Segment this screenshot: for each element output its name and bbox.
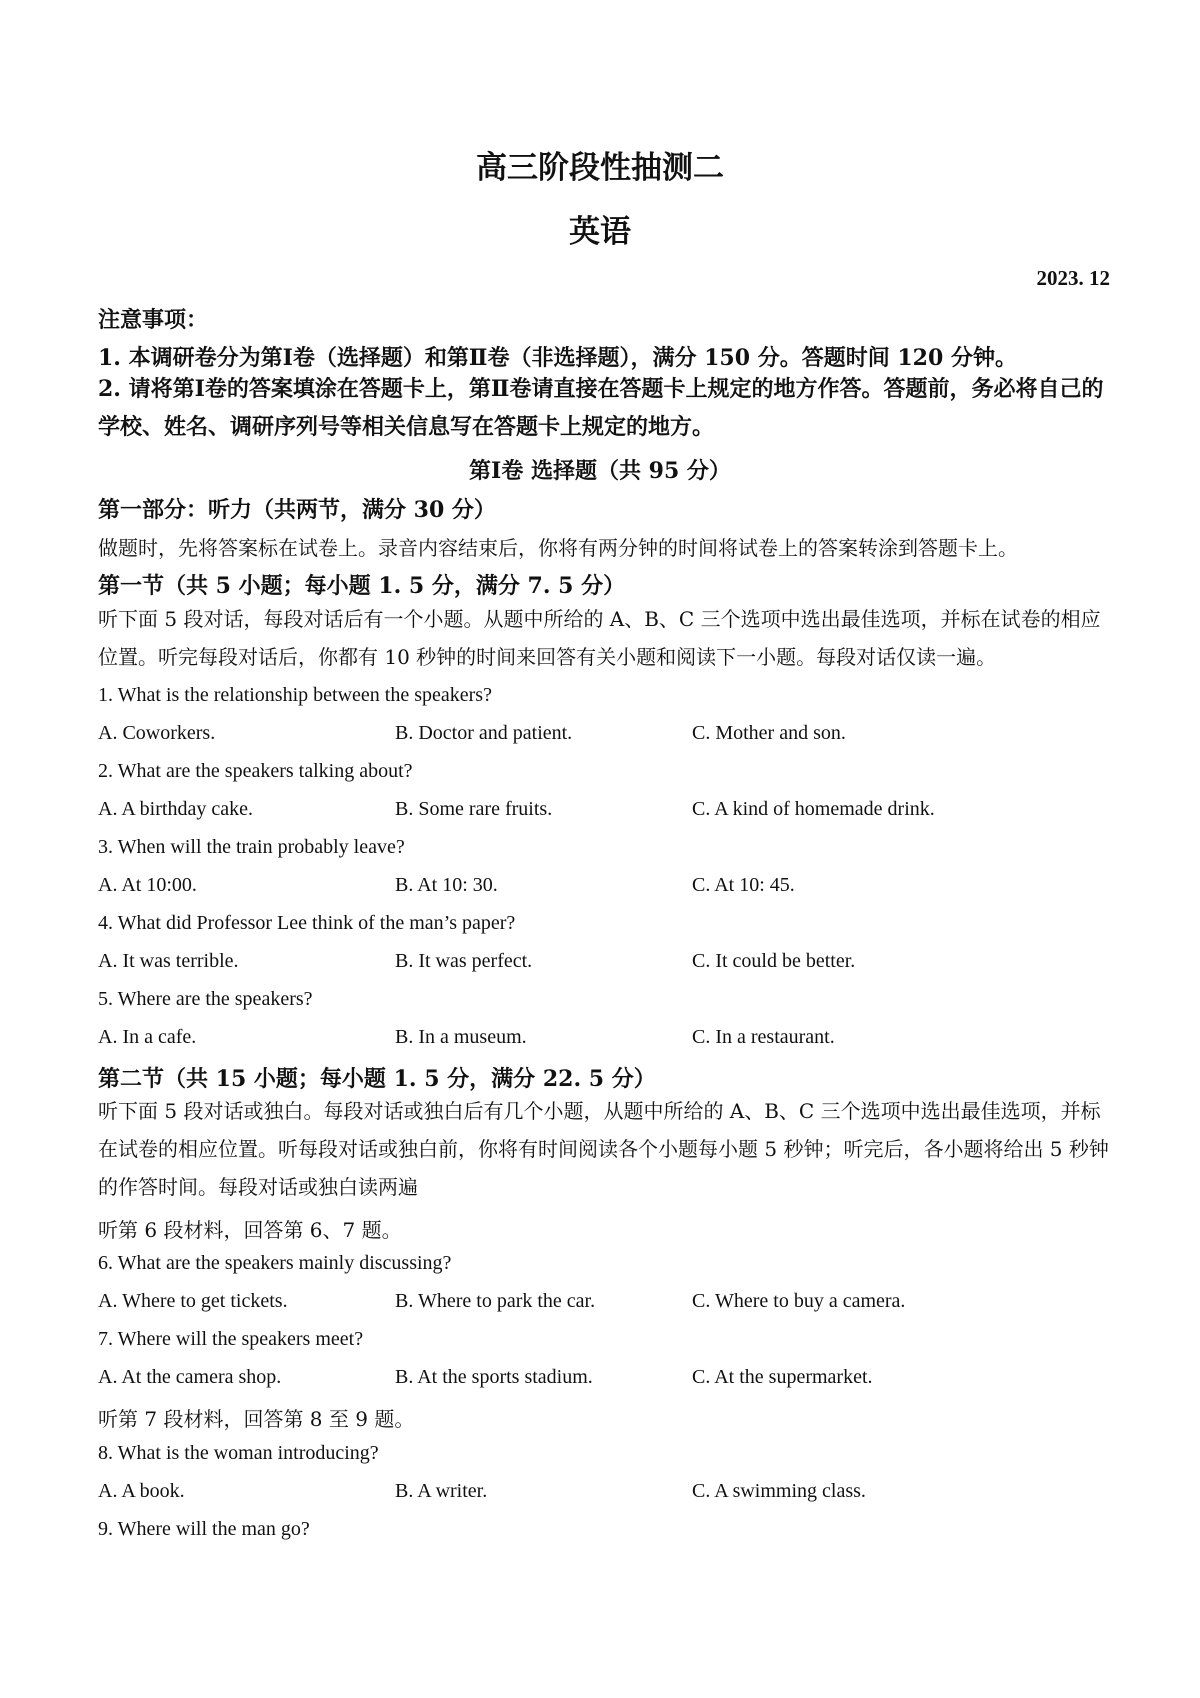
question-7-option-a: A. At the camera shop. [98, 1366, 282, 1388]
question-6: 6. What are the speakers mainly discussing? [98, 1252, 452, 1274]
part1-heading: 第一部分：听力（共两节，满分 30 分） [98, 497, 496, 523]
question-4-option-c: C. It could be better. [692, 950, 856, 972]
notice-heading: 注意事项： [98, 307, 209, 333]
question-3: 3. When will the train probably leave? [98, 836, 405, 858]
question-9: 9. Where will the man go? [98, 1518, 310, 1540]
section2-heading: 第二节（共 15 小题；每小题 1. 5 分，满分 22. 5 分） [98, 1066, 656, 1092]
question-1-option-a: A. Coworkers. [98, 722, 216, 744]
notice-item-2: 2. 请将第Ⅰ卷的答案填涂在答题卡上，第Ⅱ卷请直接在答题卡上规定的地方作答。答题前，务必将自己的学校、姓名、调研序列号等相关信息写在答题卡上规定的地方。 [98, 376, 1104, 440]
question-3-option-a: A. At 10:00. [98, 874, 197, 896]
question-1: 1. What is the relationship between the speakers? [98, 684, 492, 706]
question-2: 2. What are the speakers talking about? [98, 760, 413, 782]
question-3-option-c: C. At 10: 45. [692, 874, 795, 896]
notice-item-1: 1. 本调研卷分为第Ⅰ卷（选择题）和第Ⅱ卷（非选择题），满分 150 分。答题时间 120 分钟。 [98, 345, 1017, 371]
exam-date: 2023. 12 [1036, 266, 1110, 290]
section1-heading: 第一节（共 5 小题；每小题 1. 5 分，满分 7. 5 分） [98, 573, 626, 599]
section1-instruction: 听下面 5 段对话，每段对话后有一个小题。从题中所给的 A、B、C 三个选项中选出最佳选项，并标在试卷的相应位置。听完每段对话后，你都有 10 秒钟的时间来回答有关小题和阅读下一小题。每段对话仅读一遍。 [98, 607, 1101, 669]
question-5-option-a: A. In a cafe. [98, 1026, 197, 1048]
question-5-option-c: C. In a restaurant. [692, 1026, 835, 1048]
question-1-option-b: B. Doctor and patient. [395, 722, 573, 744]
question-5-option-b: B. In a museum. [395, 1026, 527, 1048]
question-5: 5. Where are the speakers? [98, 988, 313, 1010]
volume-heading: 第Ⅰ卷 选择题（共 95 分） [469, 458, 731, 484]
material-6-label: 听第 6 段材料，回答第 6、7 题。 [98, 1218, 402, 1242]
question-4-option-b: B. It was perfect. [395, 950, 533, 972]
question-8-option-b: B. A writer. [395, 1480, 488, 1502]
section2-instruction: 听下面 5 段对话或独白。每段对话或独白后有几个小题，从题中所给的 A、B、C 三个选项中选出最佳选项，并标在试卷的相应位置。听每段对话或独白前，你将有时间阅读各个小题每小题 5 秒钟；听完后，各小题将给出 5 秒钟的作答时间。每段对话或独白读两遍 [98, 1099, 1109, 1199]
question-8-option-a: A. A book. [98, 1480, 185, 1502]
question-4: 4. What did Professor Lee think of the man’s paper? [98, 912, 516, 934]
material-7-label: 听第 7 段材料，回答第 8 至 9 题。 [98, 1407, 415, 1431]
question-2-option-c: C. A kind of homemade drink. [692, 798, 935, 820]
question-6-option-b: B. Where to park the car. [395, 1290, 596, 1312]
question-4-option-a: A. It was terrible. [98, 950, 239, 972]
question-7: 7. Where will the speakers meet? [98, 1328, 364, 1350]
question-3-option-b: B. At 10: 30. [395, 874, 498, 896]
question-2-option-b: B. Some rare fruits. [395, 798, 553, 820]
question-8: 8. What is the woman introducing? [98, 1442, 379, 1464]
subject-title: 英语 [569, 214, 631, 250]
exam-title: 高三阶段性抽测二 [476, 150, 724, 186]
question-6-option-a: A. Where to get tickets. [98, 1290, 288, 1312]
question-7-option-b: B. At the sports stadium. [395, 1366, 593, 1388]
question-2-option-a: A. A birthday cake. [98, 798, 253, 820]
question-1-option-c: C. Mother and son. [692, 722, 846, 744]
question-8-option-c: C. A swimming class. [692, 1480, 866, 1502]
question-7-option-c: C. At the supermarket. [692, 1366, 873, 1388]
question-6-option-c: C. Where to buy a camera. [692, 1290, 906, 1312]
part1-instruction: 做题时，先将答案标在试卷上。录音内容结束后，你将有两分钟的时间将试卷上的答案转涂到答题卡上。 [98, 536, 1018, 560]
